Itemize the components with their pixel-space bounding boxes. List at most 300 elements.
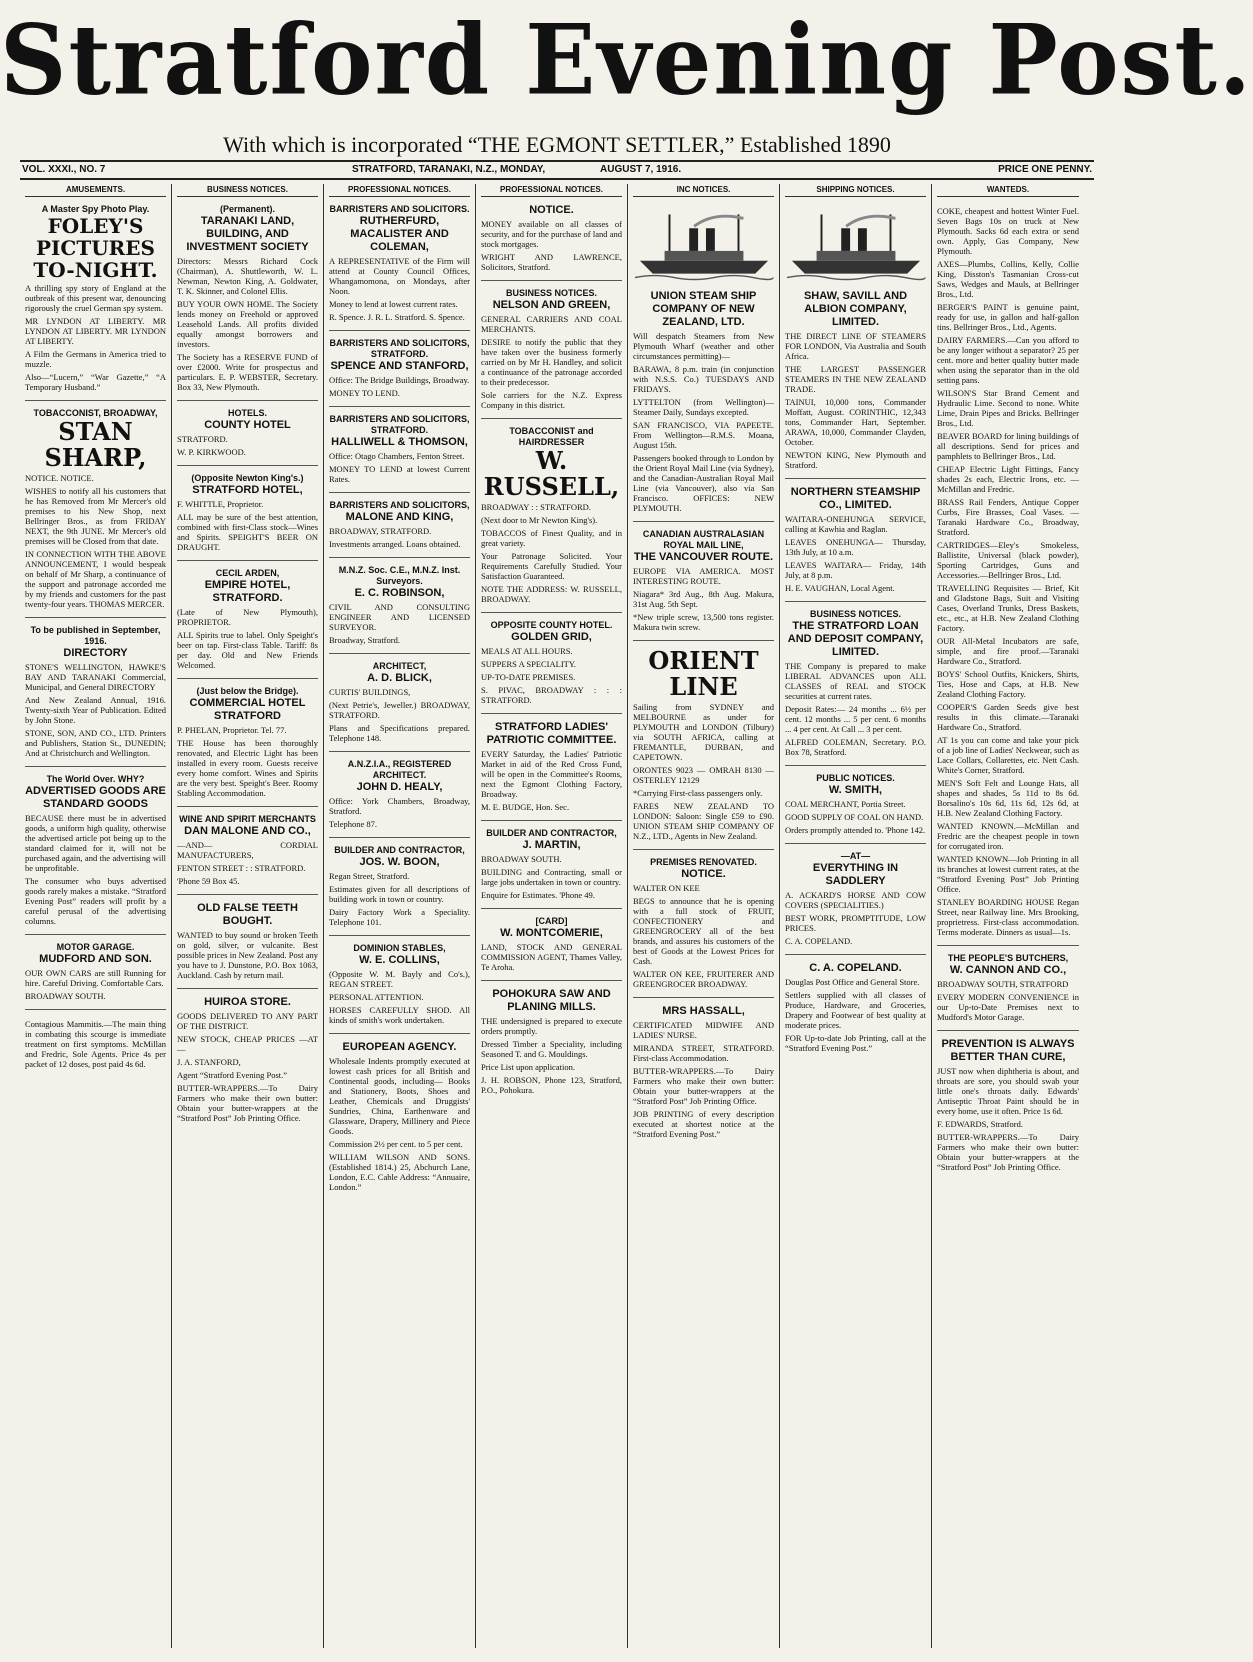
ad-body [329,969,470,1025]
ad-paragraph: FENTON STREET : : STRATFORD. [177,863,306,873]
ad-title: NELSON AND GREEN, [492,299,611,311]
ad-paragraph: ALFRED COLEMAN, Secretary. P.O. Box 78, Stratford. [785,737,926,757]
ad-paragraph: STRATFORD. [177,434,228,444]
ad-title: RUTHERFURD, MACALISTER AND COLEMAN, [350,215,449,253]
ad-title: DIRECTORY [63,647,128,659]
ad-paragraph: P. PHELAN, Proprietor. Tel. 77. [177,725,287,735]
ad-paragraph: SAN FRANCISCO, VIA PAPEETE. From Wellington—R.M.S. Moana, August 15th. [633,420,774,450]
ad-paragraph: Orders promptly attended to. 'Phone 142. [785,825,926,835]
ad-body [329,375,470,398]
ad-subheading: OPPOSITE COUNTY HOTEL. [490,620,613,630]
ad-paragraph: BUTTER-WRAPPERS.—To Dairy Farmers who make their own butter: Obtain your butter-wrappers at the “Stratford Post” Job Printing Office. [937,1132,1079,1172]
column-heading: PROFESSIONAL NOTICES. [329,184,470,197]
ad-paragraph: DESIRE to notify the public that they have taken over the business formerly carried on by Mr H. Handley, and solicit a continuance of the patronage accorded to their predecessor. [481,337,622,387]
column [172,184,324,1648]
ad-paragraph: (Next door to Mr Newton King's). [481,515,598,525]
ad-paragraph: H. E. VAUGHAN, Local Agent. [785,583,895,593]
advertisement [481,285,622,419]
ad-body [633,566,774,632]
advertisement [633,201,774,522]
ad-paragraph: Money to lend at lowest current rates. [329,299,458,309]
advertisement [633,526,774,641]
ad-subheading: BUSINESS NOTICES. [505,288,597,298]
ad-body [481,646,622,705]
ad-title: ORIENT LINE [648,646,759,701]
ad-paragraph: Enquire for Estimates. 'Phone 49. [481,890,595,900]
ad-body [25,662,166,758]
advertisement [481,985,622,1103]
ad-title: NORTHERN STEAMSHIP CO., LIMITED. [790,486,921,511]
ad-paragraph: BEST WORK, PROMPTITUDE, LOW PRICES. [785,913,926,933]
advertisement [177,405,318,466]
advertisement [329,562,470,654]
ad-paragraph: DAIRY FARMERS.—Can you afford to be any longer without a separator? 25 per cent. more and better quality butter made when using the separator than in the old setting pans. [937,335,1079,385]
ad-paragraph: WALTER ON KEE [633,883,700,893]
ad-paragraph: MEN'S Soft Felt and Lounge Hats, all shapes and shades, 5s 11d to 8s 6d. Borsalino's 10s 6d, 11s 6d, 12s 6d, at H.B. New Zealand Clothing Factory. [937,778,1079,818]
advertisement [177,565,318,679]
ad-body [329,871,470,927]
ad-paragraph: NEW STOCK, CHEAP PRICES —AT— [177,1034,318,1054]
ad-body [633,1020,774,1139]
column-heading: PROFESSIONAL NOTICES. [481,184,622,197]
ad-paragraph: BUTTER-WRAPPERS.—To Dairy Farmers who make their own butter: Obtain your butter-wrappers at the “Stratford Post” Job Printing Office. [633,1066,774,1106]
ad-paragraph: Dressed Timber a Speciality, including Seasoned T. and G. Mouldings. [481,1039,622,1059]
ad-paragraph: OUR OWN CARS are still Running for hire. Careful Driving. Comfortable Cars. [25,968,166,988]
ad-paragraph: LEAVES ONEHUNGA— Thursday, 13th July, at 10 a.m. [785,537,926,557]
column [20,184,172,1648]
ad-paragraph: R. Spence. J. R. L. Stratford. S. Spence. [329,312,465,322]
ad-title: TARANAKI LAND, BUILDING, AND INVESTMENT SOCIETY [186,215,309,253]
ad-body [937,1066,1079,1172]
ad-paragraph: WILSON'S Star Brand Cement and Hydraulic Lime. Second to none. White Lime, Drain Pipes and Bricks. Bellringer Bros., Ltd. [937,388,1079,428]
ad-title: THE STRATFORD LOAN AND DEPOSIT COMPANY, LIMITED. [787,620,924,658]
ad-subheading: A Master Spy Photo Play. [41,204,150,214]
ad-subheading: BUILDER AND CONTRACTOR, [486,828,617,838]
ad-paragraph: The Society has a RESERVE FUND of over £2000. Write for prospectus and particulars. E. P. WEBSTER, Secretary. Box 33, New Plymouth. [177,352,318,392]
ad-paragraph: BROADWAY : : STRATFORD. [481,502,591,512]
ad-subheading: THE PEOPLE'S BUTCHERS, [947,953,1069,963]
ad-title: COUNTY HOTEL [204,419,291,431]
ad-paragraph: LEAVES WAITARA— Friday, 14th July, at 8 p.m. [785,560,926,580]
ad-title: W. SMITH, [828,784,883,796]
ad-paragraph: BROADWAY SOUTH. [481,854,562,864]
advertisement [329,411,470,493]
ad-subheading: CECIL ARDEN, [215,568,280,578]
ad-paragraph: Estimates given for all descriptions of building work in town or country. [329,884,470,904]
ad-paragraph: BRASS Rail Fenders, Antique Copper Curbs, Fire Brasses, Coal Vases. —Taranaki Hardware Co., Broadway, Stratford. [937,497,1079,537]
advertisement [177,811,318,895]
ad-subheading: TOBACCONIST and HAIRDRESSER [509,426,594,447]
ad-title: SHAW, SAVILL AND ALBION COMPANY, LIMITED. [803,290,908,328]
ad-paragraph: EVERY MODERN CONVENIENCE in our Up-to-Date Premises next to Mudford's Motor Garage. [937,992,1079,1022]
advertisement [633,1002,774,1147]
ad-paragraph: THE DIRECT LINE OF STEAMERS FOR LONDON, Via Australia and South Africa. [785,331,926,361]
advertisement [25,1014,166,1077]
ad-subheading: [CARD] [535,916,568,926]
ad-paragraph: Will despatch Steamers from New Plymouth Wharf (weather and other circumstances permitting)— [633,331,774,361]
ad-title: MALONE AND KING, [345,511,454,523]
column-heading: INC NOTICES. [633,184,774,197]
ad-paragraph: STONE, SON, AND CO., LTD. Printers and Publishers, Station St., DUNEDIN; And at Christchurch and Wellington. [25,728,166,758]
ad-paragraph: Office: Otago Chambers, Fenton Street. [329,451,465,461]
ad-body [481,314,622,410]
ad-subheading: (Permanent). [219,204,275,214]
ad-paragraph: Sole carriers for the N.Z. Express Company in this district. [481,390,622,410]
ad-paragraph: AXES—Plumbs, Collins, Kelly, Collie King, Disston's Tasmanian Cross-cut Saws, Wedges and Mauls, at Bellringer Bros., Ltd. [937,259,1079,299]
ad-body [633,883,774,989]
ad-title: EVERYTHING IN SADDLERY [812,862,899,887]
ad-title: JOS. W. BOON, [359,856,440,868]
ad-body [481,942,622,972]
ad-paragraph: MIRANDA STREET, STRATFORD. First-class Accommodation. [633,1043,774,1063]
ad-paragraph: WILLIAM WILSON AND SONS. (Established 1814.) 25, Abchurch Lane, London, E.C. Cable Address: “Annuaire, London.” [329,1152,470,1192]
column [780,184,932,1648]
ad-paragraph: LAND, STOCK AND GENERAL COMMISSION AGENT, Thames Valley, Te Aroha. [481,942,622,972]
ad-subheading: (Opposite Newton King's.) [191,473,304,483]
newspaper-subtitle: With which is incorporated “THE EGMONT SETTLER,” Established 1890 [223,132,891,157]
advertisement [177,201,318,401]
ad-body [329,1056,470,1192]
ad-paragraph: COAL MERCHANT, Portia Street. [785,799,906,809]
ad-title: W. E. COLLINS, [359,954,440,966]
ad-paragraph: CERTIFICATED MIDWIFE AND LADIES' NURSE. [633,1020,774,1040]
ad-paragraph: BOYS' School Outfits, Knickers, Shirts, Ties, Hose and Caps, at H.B. New Zealand Clothing Factory. [937,669,1079,699]
ad-paragraph: Commission 2½ per cent. to 5 per cent. [329,1139,463,1149]
advertisement [329,1038,470,1200]
ad-body [329,796,470,829]
ad-title: NOTICE. [681,868,726,880]
advertisement [329,335,470,407]
ad-paragraph: A REPRESENTATIVE of the Firm will attend at County Council Offices, Whangamomona, on Mondays, after Noon. [329,256,470,296]
ad-paragraph: WAITARA-ONEHUNGA SERVICE, calling at Kawhia and Raglan. [785,514,926,534]
column-heading: SHIPPING NOTICES. [785,184,926,197]
ad-subheading: M.N.Z. Soc. C.E., M.N.Z. Inst. Surveyors. [338,565,461,586]
ad-paragraph: W. P. KIRKWOOD. [177,447,246,457]
ad-paragraph: THE undersigned is prepared to execute orders promptly. [481,1016,622,1036]
ad-paragraph: THE House has been thoroughly renovated, and Electric Light has been installed in every room. Guests receive every home comfort. Wines and Spirits are the very best. Speight's Beer. Roomy Stabling Accommodation. [177,738,318,798]
advertisement [785,606,926,766]
ad-subheading: BARRISTERS AND SOLICITORS. [329,204,470,214]
dateline [20,160,1094,180]
ad-paragraph: ALL Spirits true to label. Only Speight's beer on tap. First-class Table. Tariff: 8s per day. Old and New Friends Welcomed. [177,630,318,670]
ad-paragraph: BARAWA, 8 p.m. train (in conjunction with N.S.S. Co.) TUESDAYS AND FRIDAYS. [633,364,774,394]
advertisement [329,842,470,936]
ad-paragraph: Office: York Chambers, Broadway, Stratford. [329,796,470,816]
ad-paragraph: JUST now when diphtheria is about, and throats are sore, you should swab your little one's throats daily. Edwards' Antiseptic Throat Paint should be in every home, use it often. Price 1s 6d. [937,1066,1079,1116]
ad-title: C. A. COPELAND. [809,962,902,974]
ad-title: HALLIWELL & THOMSON, [331,436,468,448]
ad-body [481,219,622,272]
ad-paragraph: PERSONAL ATTENTION. [329,992,424,1002]
newspaper-title: Stratford Evening Post. [0,3,1253,117]
ad-subheading: —AT— [840,851,871,861]
ad-title: THE VANCOUVER ROUTE. [633,551,774,563]
advertisement [177,993,318,1131]
ad-paragraph: Passengers booked through to London by the Orient Royal Mail Line (via Sydney), and the Canadian-Australian Royal Mail Line (via Vancouver), also via San Francisco. OFFICES: NEW PLYMOUTH. [633,453,774,513]
steamship-illustration [787,206,925,286]
ad-paragraph: BROADWAY, STRATFORD. [329,526,432,536]
ad-title: SPENCE AND STANFORD, [330,360,469,372]
ad-title: UNION STEAM SHIP COMPANY OF NEW ZEALAND, LTD. [650,290,757,328]
advertisement [177,683,318,807]
ad-body [785,331,926,470]
ad-paragraph: BECAUSE there must be in advertised goods, a uniform high quality, otherwise the advertised article pot being up to the standard claimed for it, will not be purchased again, and the advertising will be unprofitable. [25,813,166,873]
ad-paragraph: Agent “Stratford Evening Post.” [177,1070,288,1080]
ad-paragraph: EVERY Saturday, the Ladies' Patriotic Market in aid of the Red Cross Fund, will be open in the Committee's Rooms, next the Egmont Clothing Factory, Broadway. [481,749,622,799]
ad-paragraph: GOOD SUPPLY OF COAL ON HAND. [785,812,924,822]
ad-paragraph: Settlers supplied with all classes of Produce, Hardware, and Groceries, Drapery and Footwear of best quality at moderate prices. [785,990,926,1030]
ad-body [177,256,318,392]
ad-paragraph: C. A. COPELAND. [785,936,853,946]
ad-paragraph: WALTER ON KEE, FRUITERER AND GREENGROCER BROADWAY. [633,969,774,989]
ad-paragraph: Sailing from SYDNEY and MELBOURNE as under for PLYMOUTH and LONDON (Tilbury) via SOUTH AFRICA, calling at FREMANTLE, DURBAN, and CAPETOWN. [633,702,774,762]
ad-paragraph: —AND— CORDIAL MANUFACTURERS, [177,840,318,860]
column [476,184,628,1648]
ad-subheading: CANADIAN AUSTRALASIAN ROYAL MAIL LINE, [642,529,765,550]
advertisement [481,825,622,909]
advertisement [481,201,622,281]
ad-body [177,607,318,670]
ad-paragraph: UP-TO-DATE PREMISES. [481,672,576,682]
ad-paragraph: Directors: Messrs Richard Cock (Chairman), A. Shuttleworth, W. L. Newman, Newton King, A. Goldwater, T. K. Skinner, and Colonel Ellis. [177,256,318,296]
ad-paragraph: IN CONNECTION WITH THE ABOVE ANNOUNCEMENT, I would bespeak on behalf of Mr Sharp, a continuance of the support and patronage accorded me by my friends and customers for the past twenty-four years. THOMAS MERCER. [25,549,166,609]
ad-paragraph: MR LYNDON AT LIBERTY. MR LYNDON AT LIBERTY. MR LYNDON AT LIBERTY. [25,316,166,346]
ad-body [329,451,470,484]
advertisement [481,913,622,981]
ad-title: STRATFORD LADIES' PATRIOTIC COMMITTEE. [486,721,617,746]
ad-title: STAN SHARP, [44,417,147,472]
advertisement [785,201,926,479]
ad-paragraph: And New Zealand Annual, 1916. Twenty-sixth Year of Publication. Edited by John Stone. [25,695,166,725]
ad-paragraph: Plans and Specifications prepared. Telephone 148. [329,723,470,743]
ad-paragraph: NOTE THE ADDRESS: W. RUSSELL, BROADWAY. [481,584,622,604]
ad-subheading: (Just below the Bridge). [196,686,299,696]
ad-paragraph: WANTED to buy sound or broken Teeth on gold, silver, or vulcanite. Best possible prices in New Zealand. Post any you have to J. Dunstone, P.O. Box 1063, Auckland. Cash by return mail. [177,930,318,980]
ad-paragraph: Douglas Post Office and General Store. [785,977,920,987]
ad-body [177,840,318,886]
ad-paragraph: COKE, cheapest and hottest Winter Fuel. Seven Bags 10s on truck at New Plymouth. Sacks 6d each extra or send own. Apply, Gas Company, New Plymouth. [937,206,1079,256]
ad-paragraph: NEWTON KING, New Plymouth and Stratford. [785,450,926,470]
ad-title: W. RUSSELL, [483,446,620,501]
ad-paragraph: HORSES CAREFULLY SHOD. All kinds of smith's work undertaken. [329,1005,470,1025]
ad-paragraph: STONE'S WELLINGTON, HAWKE'S BAY AND TARANAKI Commercial, Municipal, and General DIRECTORY [25,662,166,692]
advertisement [25,622,166,767]
advertisement [785,848,926,955]
ad-paragraph: THE LARGEST PASSENGER STEAMERS IN THE NEW ZEALAND TRADE. [785,364,926,394]
advertisement [937,1035,1079,1180]
advertisement [785,483,926,602]
advertisement [481,423,622,613]
ad-paragraph: J. A. STANFORD, [177,1057,241,1067]
ad-title: J. MARTIN, [522,839,581,851]
ad-subheading: BUSINESS NOTICES. [809,609,901,619]
volume-number: VOL. XXXI., NO. 7 [22,164,106,175]
ad-body [481,854,622,900]
ad-paragraph: Price List upon application. [481,1062,575,1072]
ad-title: POHOKURA SAW AND PLANING MILLS. [492,988,611,1013]
ad-paragraph: WISHES to notify all his customers that he has Removed from Mr Mercer's old premises to his New Shop, next Bellringer Bros., as from FRIDAY NEXT, the 9th JUNE. Mr Mercer's old premises will be Closed from that date. [25,486,166,546]
ad-body [25,968,166,1001]
ad-title: PREVENTION IS ALWAYS BETTER THAN CURE, [941,1038,1075,1063]
ad-title: MRS HASSALL, [662,1005,745,1017]
ad-body [785,977,926,1053]
ad-title: FOLEY'S PICTURES TO-NIGHT. [33,214,158,282]
masthead [0,0,1253,135]
advertisement [25,405,166,618]
ad-body [785,514,926,593]
ad-paragraph: Your Patronage Solicited. Your Requirements Carefully Studied. Your Satisfaction Guaranteed. [481,551,622,581]
ad-paragraph: S. PIVAC, BROADWAY : : : STRATFORD. [481,685,622,705]
ad-paragraph: BEGS to announce that he is opening with a full stock of FRUIT, CONFECTIONERY and GREENGROCERY all of the best brands, and assures his customers of the best of Goods at the Lowest Prices for Cash. [633,896,774,966]
ad-body [177,499,318,552]
ad-subheading: TOBACCONIST, BROADWAY, [33,408,158,418]
ad-title: COMMERCIAL HOTEL STRATFORD [189,697,306,722]
ad-body [329,602,470,645]
ad-paragraph: BUY YOUR OWN HOME. The Society lends money on Freehold or approved Leasehold Lands. All profits divided equally amongst borrowers and investors. [177,299,318,349]
ad-paragraph: WRIGHT AND LAWRENCE, Solicitors, Stratford. [481,252,622,272]
ad-paragraph: The consumer who buys advertised goods rarely makes a mistake. “Stratford Evening Post” readers will profit by a careful perusal of the advertising columns. [25,876,166,926]
advertisement [481,718,622,821]
ad-subheading: ARCHITECT, [372,661,427,671]
column-heading: AMUSEMENTS. [25,184,166,197]
ad-body [177,434,318,457]
ad-paragraph: MONEY TO LEND at lowest Current Rates. [329,464,470,484]
ad-paragraph: TOBACCOS of Finest Quality, and in great variety. [481,528,622,548]
ad-paragraph: Niagara* 3rd Aug., 8th Aug. Makura, 31st Aug. 5th Sept. [633,589,774,609]
ad-paragraph: CIVIL AND CONSULTING ENGINEER AND LICENSED SURVEYOR. [329,602,470,632]
advertisement [329,756,470,838]
ad-body [937,206,1079,937]
ad-paragraph: (Late of New Plymouth), PROPRIETOR. [177,607,318,627]
ad-paragraph: Contagious Mammitis.—The main thing in combating this scourge is immediate treatment on first symptoms. McMillan and Fredric, Sole Agents. Price 4s per packet of 12 doses, post paid 4s 6d. [25,1019,166,1069]
ad-subheading: BUILDER AND CONTRACTOR, [334,845,465,855]
advertisement [329,658,470,752]
ad-paragraph: TRAVELLING Requisites — Brief, Kit and Gladstone Bags, Suit and Visiting Cases, Overland Trunks, Dress Baskets, etc., etc., at H.B. New Zealand Clothing Factory. [937,583,1079,633]
ad-subheading: A.N.Z.I.A., REGISTERED ARCHITECT. [347,759,452,780]
ad-body [633,702,774,841]
ad-paragraph: GOODS DELIVERED TO ANY PART OF THE DISTRICT. [177,1011,318,1031]
advertisement [633,645,774,850]
ad-title: MUDFORD AND SON. [39,953,152,965]
ad-body [25,813,166,926]
ad-title: W. CANNON AND CO., [949,964,1067,976]
ad-paragraph: A Film the Germans in America tried to muzzle. [25,349,166,369]
ad-body [177,1011,318,1123]
ad-body [329,687,470,743]
ad-subheading: PREMISES RENOVATED. [650,857,757,867]
ad-body [177,725,318,798]
column [324,184,476,1648]
ad-title: GOLDEN GRID, [511,631,592,643]
ad-body [481,749,622,812]
ad-title: A. D. BLICK, [367,672,432,684]
columns-container [20,184,1094,1648]
ad-paragraph: *New triple screw, 13,500 tons register. Makura twin screw. [633,612,774,632]
ad-subheading: BARRISTERS AND SOLICITORS, STRATFORD. [329,338,470,359]
ad-paragraph: CURTIS' BUILDINGS, [329,687,411,697]
ad-paragraph: WANTED KNOWN.—McMillan and Fredric are the cheapest people in town for corrugated iron. [937,821,1079,851]
ad-subheading: To be published in September, 1916. [30,625,161,646]
advertisement [329,201,470,331]
ad-paragraph: Telephone 87. [329,819,378,829]
ad-title: OLD FALSE TEETH BOUGHT. [197,902,298,927]
ad-title: STRATFORD HOTEL, [192,484,303,496]
advertisement [329,497,470,558]
advertisement [937,950,1079,1031]
ad-paragraph: ALL may be sure of the best attention, combined with first-Class stock—Wines and Spirits. SPEIGHT'S BEER ON DRAUGHT. [177,512,318,552]
ad-title: JOHN D. HEALY, [356,781,443,793]
ad-paragraph: JOB PRINTING of every description executed at shortest notice at the “Stratford Evening Post.” [633,1109,774,1139]
ad-title: ADVERTISED GOODS ARE STANDARD GOODS [25,785,166,810]
ad-paragraph: NOTICE. NOTICE. [25,473,94,483]
ad-title: E. C. ROBINSON, [354,587,445,599]
ad-paragraph: SUPPERS A SPECIALITY. [481,659,577,669]
ad-body [785,890,926,946]
ad-subheading: DOMINION STABLES, [353,943,446,953]
ad-title: NOTICE. [529,204,574,216]
column-heading: BUSINESS NOTICES. [177,184,318,197]
ad-paragraph: OUR All-Metal Incubators are safe, simple, and fire proof.—Taranaki Hardware Co., Stratford. [937,636,1079,666]
ad-paragraph: AT 1s you can come and take your pick of a job line of Ladies' Neckwear, such as Lace Collars, Collarettes, etc. Nett Cash. White's Corner, Stratford. [937,735,1079,775]
ad-paragraph: FOR Up-to-date Job Printing, call at the “Stratford Evening Post.” [785,1033,926,1053]
ad-paragraph: Broadway, Stratford. [329,635,400,645]
ad-body [25,1019,166,1069]
ad-paragraph: MONEY available on all classes of security, and for the purchase of land and stock mortgages. [481,219,622,249]
ad-body [937,979,1079,1022]
steamship-illustration [635,206,773,286]
ad-body [785,661,926,757]
ad-body [633,331,774,513]
advertisement [177,470,318,561]
ad-paragraph: (Opposite W. M. Bayly and Co's.), REGAN STREET. [329,969,470,989]
ad-paragraph: Investments arranged. Loans obtained. [329,539,461,549]
advertisement [25,939,166,1010]
ad-paragraph: Dairy Factory Work a Speciality. Telephone 101. [329,907,470,927]
dateline-place: STRATFORD, TARANAKI, N.Z., MONDAY, [352,164,546,175]
ad-body [329,256,470,322]
ad-body [329,526,470,549]
ad-paragraph: CARTRIDGES—Eley's Smokeless, Ballistite, Universal (black powder), Sporting Cartridges, Guns and Accessories.—Bellringer Bros., Ltd. [937,540,1079,580]
ad-title: W. MONTCOMERIE, [500,927,603,939]
ad-subheading: The World Over. WHY? [46,774,145,784]
ad-paragraph: STANLEY BOARDING HOUSE Regan Street, near Railway line. Mrs Brooking, proprietress. First-class accommodation. Terms moderate. Dinners as usual—1s. [937,897,1079,937]
advertisement [25,201,166,401]
ad-paragraph: BUILDING and Contracting, small or large jobs undertaken in town or country. [481,867,622,887]
advertisement [177,899,318,989]
ad-paragraph: Regan Street, Stratford. [329,871,410,881]
advertisement [633,854,774,998]
ad-paragraph: GENERAL CARRIERS AND COAL MERCHANTS. [481,314,622,334]
ad-paragraph: F. EDWARDS, Stratford. [937,1119,1023,1129]
ad-paragraph: Also—“Lucern,” “War Gazette,” “A Temporary Husband.” [25,372,166,392]
ad-title: EMPIRE HOTEL, STRATFORD. [204,579,291,604]
advertisement [329,940,470,1034]
advertisement [785,770,926,844]
ad-paragraph: Office: The Bridge Buildings, Broadway. [329,375,470,385]
ad-subheading: HOTELS. [227,408,267,418]
ad-paragraph: Wholesale Indents promptly executed at lowest cash prices for all British and Continental goods, including— Books and Stationery, Boots, Shoes and Leather, Chemicals and Druggists' Sundries, China, Earthenware and Glassware, Drapery, Millinery and Piece Goods. [329,1056,470,1136]
ad-paragraph: A thrilling spy story of England at the outbreak of this present war, denouncing rigorously the cruel German spy system. [25,283,166,313]
ad-paragraph: LYTTELTON (from Wellington)— Steamer Daily, Sundays excepted. [633,397,774,417]
ad-paragraph: BEAVER BOARD for lining buildings of all descriptions. Send for prices and pamphlets to Bellringer Bros., Ltd. [937,431,1079,461]
ad-paragraph: BERGER'S PAINT is genuine paint, ready for use, in gallon and half-gallon tins. Bellringer Bros., Ltd., Agents. [937,302,1079,332]
ad-paragraph: MEALS AT ALL HOURS. [481,646,573,656]
ad-title: DAN MALONE AND CO., [184,825,311,837]
ad-paragraph: TAINUI, 10,000 tons, Commander Moffatt, August. CORINTHIC, 12,343 tons, Commander Hart, September. ARAWA, 10,000, Commander Clayden, October. [785,397,926,447]
ad-subheading: MOTOR GARAGE. [56,942,135,952]
ad-title: HUIROA STORE. [204,996,291,1008]
ad-body [25,473,166,609]
